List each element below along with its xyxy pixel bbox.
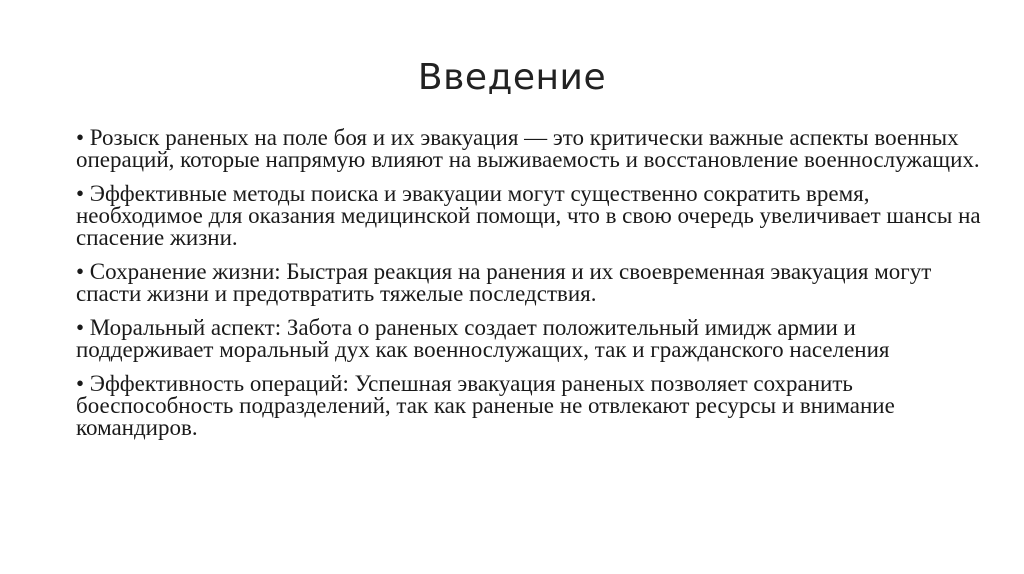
bullet-item-5: • Эффективность операций: Успешная эвакуация раненых позволяет сохранить боеспособность подразделений, так как раненые не отвлекают ресурсы и внимание командиров. xyxy=(76,371,895,440)
bullet-item-2: • Эффективные методы поиска и эвакуации могут существенно сократить время, необходимое для оказания медицинской помощи, что в свою очередь увеличивает шансы на спасение жизни. xyxy=(76,181,981,250)
slide-content xyxy=(76,127,981,451)
bullet-item-3: • Сохранение жизни: Быстрая реакция на ранения и их своевременная эвакуация могут спасти жизни и предотвратить тяжелые последствия. xyxy=(76,259,932,306)
bullet-item-4: • Моральный аспект: Забота о раненых создает положительный имидж армии и поддерживает моральный дух как военнослужащих, так и гражданского населения xyxy=(76,315,890,362)
bullet-item-1: • Розыск раненых на поле боя и их эвакуация — это критически важные аспекты военных операций, которые напрямую влияют на выживаемость и восстановление военнослужащих. xyxy=(76,125,980,172)
slide-title: Введение xyxy=(417,57,607,98)
